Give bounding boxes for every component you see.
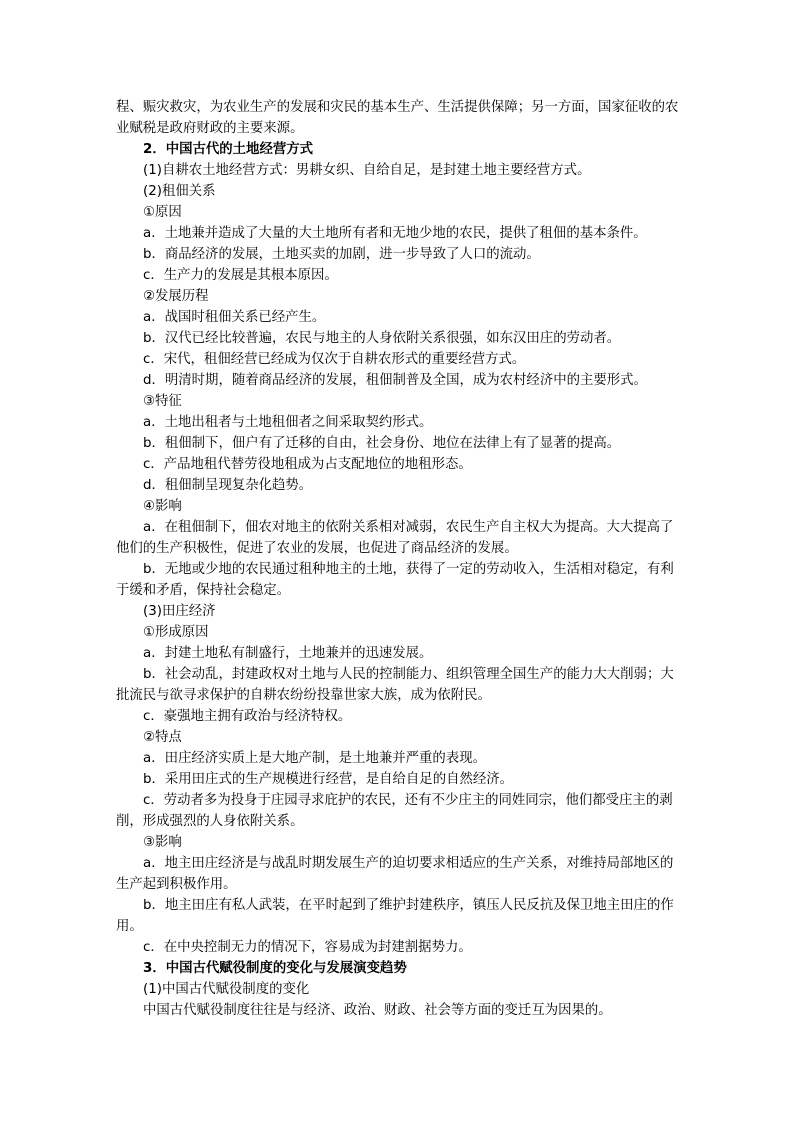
item-heading: ①原因 bbox=[143, 205, 182, 220]
list-item: b．商品经济的发展，土地买卖的加剧，进一步导致了人口的流动。 bbox=[143, 247, 540, 262]
list-item: b．社会动乱，封建政权对土地与人民的控制能力、组织管理全国生产的能力大大削弱；大批流民与欲寻求保护的自耕农纷纷投靠世家大族，成为依附民。 bbox=[116, 667, 674, 703]
list-item: b．采用田庄式的生产规模进行经营，是自给自足的自然经济。 bbox=[143, 772, 514, 787]
paragraph: 程、赈灾救灾，为农业生产的发展和灾民的基本生产、生活提供保障；另一方面，国家征收的农业赋税是政府财政的主要来源。 bbox=[116, 100, 679, 136]
list-item: c．宋代，租佃经营已经成为仅次于自耕农形式的重要经营方式。 bbox=[143, 352, 526, 367]
item-heading: ③特征 bbox=[143, 394, 182, 409]
list-item: a．土地出租者与土地租佃者之间采取契约形式。 bbox=[143, 415, 433, 430]
list-item: c．劳动者多为投身于庄园寻求庇护的农民，还有不少庄主的同姓同宗，他们都受庄主的剥削，形成强烈的人身依附关系。 bbox=[116, 793, 673, 829]
item-heading: ②特点 bbox=[143, 730, 182, 745]
list-item: c．产品地租代替劳役地租成为占支配地位的地租形态。 bbox=[143, 457, 472, 472]
list-item: c．在中央控制无力的情况下，容易成为封建割据势力。 bbox=[143, 940, 472, 955]
list-item: b．汉代已经比较普遍，农民与地主的人身依附关系很强，如东汉田庄的劳动者。 bbox=[143, 331, 621, 346]
item-heading: ③影响 bbox=[143, 835, 182, 850]
item-heading: ①形成原因 bbox=[143, 625, 209, 640]
item-heading: ②发展历程 bbox=[143, 289, 209, 304]
paragraph: 中国古代赋役制度往往是与经济、政治、财政、社会等方面的变迁互为因果的。 bbox=[143, 1003, 612, 1018]
list-item: b．地主田庄有私人武装，在平时起到了维护封建秩序，镇压人民反抗及保卫地主田庄的作用。 bbox=[116, 898, 674, 934]
subsection-heading: (1)中国古代赋役制度的变化 bbox=[143, 982, 310, 997]
list-item: a．在租佃制下，佃农对地主的依附关系相对减弱，农民生产自主权大为提高。大大提高了他们的生产积极性，促进了农业的发展，也促进了商品经济的发展。 bbox=[116, 520, 674, 556]
item-heading: ④影响 bbox=[143, 499, 182, 514]
section-heading: 2．中国古代的土地经营方式 bbox=[143, 142, 314, 157]
list-item: a．地主田庄经济是与战乱时期发展生产的迫切要求相适应的生产关系，对维持局部地区的生产起到积极作用。 bbox=[116, 856, 674, 892]
section-heading: 3．中国古代赋役制度的变化与发展演变趋势 bbox=[143, 961, 407, 976]
list-item: d．明清时期，随着商品经济的发展，租佃制普及全国，成为农村经济中的主要形式。 bbox=[143, 373, 647, 388]
list-item: c．生产力的发展是其根本原因。 bbox=[143, 268, 338, 283]
list-item: b．租佃制下，佃户有了迁移的自由，社会身份、地位在法律上有了显著的提高。 bbox=[143, 436, 621, 451]
list-item: b．无地或少地的农民通过租种地主的土地，获得了一定的劳动收入，生活相对稳定，有利于缓和矛盾，保持社会稳定。 bbox=[116, 562, 674, 598]
list-item: d．租佃制呈现复杂化趋势。 bbox=[143, 478, 313, 493]
paragraph: (1)自耕农土地经营方式：男耕女织、自给自足，是封建土地主要经营方式。 bbox=[143, 163, 591, 178]
subsection-heading: (3)田庄经济 bbox=[143, 604, 216, 619]
document-page bbox=[116, 97, 682, 1021]
list-item: a．封建土地私有制盛行，土地兼并的迅速发展。 bbox=[143, 646, 433, 661]
subsection-heading: (2)租佃关系 bbox=[143, 184, 216, 199]
list-item: a．土地兼并造成了大量的大土地所有者和无地少地的农民，提供了租佃的基本条件。 bbox=[143, 226, 647, 241]
list-item: c．豪强地主拥有政治与经济特权。 bbox=[143, 709, 352, 724]
list-item: a．田庄经济实质上是大地产制，是土地兼并严重的表现。 bbox=[143, 751, 486, 766]
list-item: a．战国时租佃关系已经产生。 bbox=[143, 310, 326, 325]
